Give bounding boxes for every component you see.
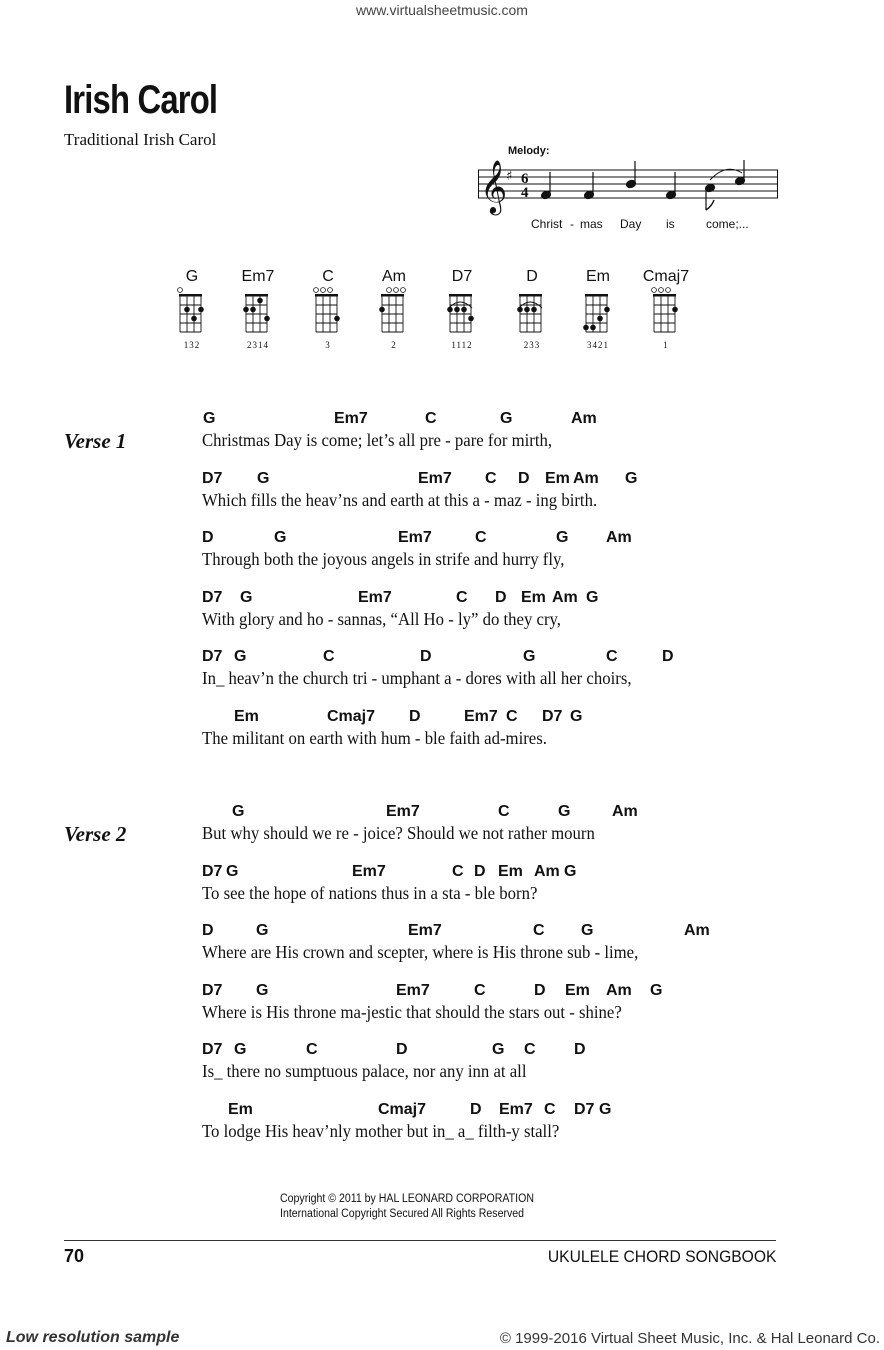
chord-fingering: 3421 xyxy=(587,340,609,350)
finger-dot xyxy=(517,307,523,313)
chord-diagram xyxy=(640,268,692,350)
chord-symbol: G xyxy=(586,588,599,606)
finger-dot xyxy=(531,307,537,313)
chord-diagram xyxy=(232,268,284,350)
chord-symbol: Em7 xyxy=(398,529,432,546)
chord-fingering: 132 xyxy=(183,340,201,350)
open-string-marker xyxy=(178,288,183,293)
chord-symbol: Am xyxy=(552,588,578,606)
chord-symbol: D xyxy=(396,1041,408,1058)
open-string-marker xyxy=(394,288,399,293)
chord-symbol: C xyxy=(425,410,437,427)
chord-symbol: C xyxy=(498,803,510,820)
lyric-line: To lodge His heav’nly mother but in_ a_ filth-y stall? xyxy=(202,1120,560,1141)
chord-diagram xyxy=(368,268,420,350)
chord-symbol: C xyxy=(456,588,468,606)
chord-symbol: G xyxy=(234,648,247,665)
chord-symbol: D xyxy=(574,1041,586,1058)
lyric-line: Through both the joyous angels in strife and hurry fly, xyxy=(202,549,565,569)
chord-symbol: Em7 xyxy=(352,862,386,880)
melody-lyric: mas xyxy=(580,217,603,231)
chord-fingering: 1 xyxy=(663,340,669,350)
chord-symbol: D xyxy=(420,648,432,665)
finger-dot xyxy=(461,307,467,313)
chord-symbol: D xyxy=(202,529,214,546)
finger-dot xyxy=(257,298,263,304)
chord-symbol: G xyxy=(564,862,577,880)
melody-lyric: - xyxy=(570,217,574,231)
chord-symbol: D xyxy=(495,588,507,606)
chord-symbol: G xyxy=(500,410,513,427)
chord-fingering: 1112 xyxy=(451,340,473,350)
finger-dot xyxy=(597,316,603,322)
chord-symbol: D7 xyxy=(202,981,223,999)
open-string-marker xyxy=(666,288,671,293)
finger-dot xyxy=(334,316,340,322)
chord-diagram xyxy=(302,268,354,350)
chord-symbol: C xyxy=(306,1041,318,1058)
chord-symbol: D7 xyxy=(574,1100,595,1118)
fretboard-grid-icon xyxy=(650,286,682,338)
chord-fingering: 2 xyxy=(391,340,397,350)
finger-dot xyxy=(454,307,460,313)
chord-symbol: D xyxy=(202,922,214,939)
finger-dot xyxy=(198,307,204,313)
chord-symbol: D xyxy=(474,862,486,880)
finger-dot xyxy=(191,316,197,322)
lyric-line: Where are His crown and scepter, where is His throne sub - lime, xyxy=(202,942,639,962)
chord-symbol: C xyxy=(544,1100,556,1118)
chord-symbol: Cmaj7 xyxy=(378,1100,427,1118)
melody-staff xyxy=(478,160,780,218)
lyric-line: Which fills the heav’ns and earth at this a - maz - ing birth. xyxy=(202,489,598,510)
verse-label: Verse 1 xyxy=(64,429,127,453)
chord-symbol: Em xyxy=(521,588,546,606)
chord-symbol: C xyxy=(506,707,518,725)
chord-symbol: C xyxy=(323,648,335,665)
chord-symbol: Am xyxy=(571,410,597,427)
book-title: UKULELE CHORD SONGBOOK xyxy=(547,1247,776,1266)
chord-symbol: Am xyxy=(606,981,632,999)
chord-symbol: G xyxy=(599,1100,612,1118)
chord-symbol: D7 xyxy=(202,1041,223,1058)
melody-lyric: Christ xyxy=(531,217,563,231)
chord-symbol: D7 xyxy=(542,707,563,725)
open-string-marker xyxy=(387,288,392,293)
open-string-marker xyxy=(314,288,319,293)
chord-diagram-name: Em7 xyxy=(241,268,275,285)
lyric-line: In_ heav’n the church tri - umphant a - dores with all her choirs, xyxy=(202,668,632,688)
chord-symbol: Em7 xyxy=(408,922,442,939)
chord-symbol: G xyxy=(492,1041,505,1058)
melody-label: Melody: xyxy=(508,145,550,157)
melody-lyric: is xyxy=(666,217,675,231)
chord-symbol: D xyxy=(662,648,674,665)
fretboard-grid-icon xyxy=(516,286,548,338)
chord-symbol: Em7 xyxy=(358,588,392,606)
finger-dot xyxy=(379,307,385,313)
lyric-line: But why should we re - joice? Should we not rather mourn xyxy=(202,823,595,843)
vsm-copyright: © 1999-2016 Virtual Sheet Music, Inc. & Hal Leonard Co. xyxy=(499,1330,880,1347)
chord-diagram xyxy=(572,268,624,350)
finger-dot xyxy=(243,307,249,313)
finger-dot xyxy=(468,316,474,322)
chord-symbol: G xyxy=(240,588,253,606)
chord-symbol: Em xyxy=(565,981,590,999)
chord-symbol: G xyxy=(234,1041,247,1058)
chord-symbol: C xyxy=(475,529,487,546)
chord-diagram-name: Cmaj7 xyxy=(642,268,690,285)
chord-symbol: Em7 xyxy=(396,981,430,999)
footer-divider xyxy=(64,1240,776,1241)
chord-diagram xyxy=(506,268,558,350)
chord-symbol: Em7 xyxy=(386,803,420,820)
finger-dot xyxy=(264,316,270,322)
chord-diagram-name: C xyxy=(322,268,334,285)
chord-symbol: G xyxy=(570,707,583,725)
fretboard-grid-icon xyxy=(582,286,614,338)
copyright-notice xyxy=(280,1192,534,1222)
finger-dot xyxy=(672,307,678,313)
chord-symbol: Am xyxy=(684,922,710,939)
fretboard-grid-icon xyxy=(176,286,208,338)
chord-symbol: G xyxy=(581,922,594,939)
fretboard-grid-icon xyxy=(242,286,274,338)
chord-diagram-name: Am xyxy=(382,268,406,285)
chord-symbol: D xyxy=(518,469,530,487)
finger-dot xyxy=(583,325,589,331)
fretboard-grid-icon xyxy=(378,286,410,338)
chord-symbol: D xyxy=(409,707,421,725)
copyright-line: International Copyright Secured All Rights Reserved xyxy=(280,1208,525,1220)
chord-symbol: Em xyxy=(545,469,570,487)
sharp-icon: ♯ xyxy=(506,169,513,184)
chord-diagram-name: Em xyxy=(586,268,610,285)
melody-lyric: come;... xyxy=(706,217,749,231)
chord-symbol: C xyxy=(485,469,497,487)
chord-symbol: G xyxy=(257,469,270,487)
chord-symbol: Em7 xyxy=(418,469,452,487)
chord-symbol: Am xyxy=(606,529,632,546)
chord-symbol: C xyxy=(524,1041,536,1058)
finger-dot xyxy=(250,307,256,313)
chord-symbol: G xyxy=(203,410,216,427)
time-signature-top: 6 xyxy=(521,171,529,187)
chord-symbol: D7 xyxy=(202,588,223,606)
chord-symbol: Am xyxy=(534,862,560,880)
chord-symbol: Em xyxy=(228,1100,253,1118)
finger-dot xyxy=(447,307,453,313)
chord-symbol: D xyxy=(534,981,546,999)
page-number: 70 xyxy=(64,1246,85,1266)
chord-symbol: G xyxy=(256,981,269,999)
chord-symbol: C xyxy=(452,862,464,880)
chord-symbol: C xyxy=(474,981,486,999)
open-string-marker xyxy=(328,288,333,293)
chord-symbol: C xyxy=(533,922,545,939)
chord-symbol: Em xyxy=(234,707,259,725)
chord-symbol: D7 xyxy=(202,469,223,487)
chord-symbol: C xyxy=(606,648,618,665)
finger-dot xyxy=(184,307,190,313)
chord-diagram xyxy=(436,268,488,350)
low-resolution-notice: Low resolution sample xyxy=(6,1329,180,1346)
chord-symbol: Am xyxy=(612,803,638,820)
song-title: Irish Carol xyxy=(64,78,218,122)
treble-clef-icon: 𝄞 xyxy=(480,160,508,213)
finger-dot xyxy=(590,325,596,331)
chord-symbol: Em7 xyxy=(334,410,368,427)
chord-symbol: D7 xyxy=(202,648,223,665)
chord-symbol: G xyxy=(232,803,245,820)
chord-symbol: G xyxy=(650,981,663,999)
chord-fingering: 2314 xyxy=(247,340,269,350)
lyric-line: Is_ there no sumptuous palace, nor any inn at all xyxy=(202,1061,527,1081)
chord-diagram-name: D xyxy=(526,268,538,285)
source-url: www.virtualsheetmusic.com xyxy=(356,2,528,18)
open-string-marker xyxy=(659,288,664,293)
chord-symbol: D xyxy=(470,1100,482,1118)
chord-symbol: G xyxy=(556,529,569,546)
chord-symbol: Em xyxy=(498,862,523,880)
finger-dot xyxy=(604,307,610,313)
fretboard-grid-icon xyxy=(446,286,478,338)
chord-symbol: G xyxy=(274,529,287,546)
chord-symbol: Em7 xyxy=(499,1100,533,1118)
time-signature-bottom: 4 xyxy=(521,185,529,201)
lyric-line: With glory and ho - sannas, “All Ho - ly” do they cry, xyxy=(202,608,561,629)
chord-symbol: G xyxy=(523,648,536,665)
lyric-line: To see the hope of nations thus in a sta - ble born? xyxy=(202,882,538,903)
composer: Traditional Irish Carol xyxy=(64,130,217,149)
open-string-marker xyxy=(321,288,326,293)
chord-diagram-name: D7 xyxy=(451,268,473,285)
lyric-line: Where is His throne ma-jestic that should the stars out - shine? xyxy=(202,1001,622,1022)
chord-symbol: G xyxy=(256,922,269,939)
chord-symbol: Em7 xyxy=(464,707,498,725)
open-string-marker xyxy=(652,288,657,293)
chord-symbol: Am xyxy=(573,469,599,487)
chord-symbol: G xyxy=(226,862,239,880)
chord-symbol: G xyxy=(625,469,638,487)
copyright-line: Copyright © 2011 by HAL LEONARD CORPORATION xyxy=(280,1193,534,1205)
lyric-line: The militant on earth with hum - ble faith ad-mires. xyxy=(202,727,547,748)
fretboard-grid-icon xyxy=(312,286,344,338)
finger-dot xyxy=(524,307,530,313)
chord-diagram xyxy=(166,268,218,350)
chord-symbol: G xyxy=(558,803,571,820)
verse-label: Verse 2 xyxy=(64,822,127,846)
chord-symbol: D7 xyxy=(202,862,223,880)
open-string-marker xyxy=(401,288,406,293)
chord-fingering: 3 xyxy=(325,340,331,350)
chord-diagram-name: G xyxy=(185,268,199,285)
melody-lyric: Day xyxy=(620,217,642,231)
chord-symbol: Cmaj7 xyxy=(327,707,376,725)
chord-fingering: 233 xyxy=(523,340,541,350)
lyric-line: Christmas Day is come; let’s all pre - pare for mirth, xyxy=(202,430,553,450)
